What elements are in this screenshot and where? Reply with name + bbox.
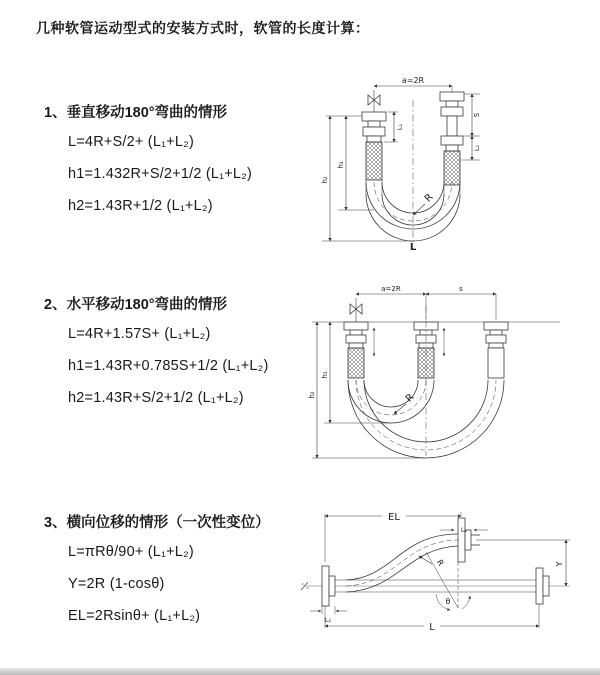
right-pipe-fitting bbox=[440, 92, 464, 185]
dim-label-y: Y bbox=[555, 561, 564, 567]
hose-u-bend-position1 bbox=[348, 380, 434, 423]
radius-label: R bbox=[422, 191, 436, 205]
left-braided-hose bbox=[366, 142, 382, 180]
angle-label: θ bbox=[445, 597, 451, 606]
section2-formula-h2: h2=1.43R+S/2+1/2 (L₁+L₂) bbox=[68, 390, 244, 406]
dim-label-h1: h₁ bbox=[337, 161, 345, 169]
dim-label-a2r: a=2R bbox=[401, 76, 425, 85]
section1-heading: 1、垂直移动180°弯曲的情形 bbox=[44, 105, 228, 121]
section1-formula-h1: h1=1.432R+S/2+1/2 (L₁+L₂) bbox=[68, 166, 253, 182]
dim-label-el: EL bbox=[388, 512, 400, 523]
length-label: L bbox=[429, 622, 435, 633]
dim-label-h1: h₁ bbox=[321, 371, 329, 379]
page-bottom-edge bbox=[0, 668, 600, 675]
radius-label: R bbox=[434, 558, 446, 568]
dim-label-l1: L₁ bbox=[396, 123, 404, 131]
section1-formula-L: L=4R+S/2+ (L₁+L₂) bbox=[68, 134, 194, 150]
section3-heading: 3、横向位移的情形（一次性变位） bbox=[44, 515, 270, 531]
length-label: L bbox=[409, 242, 417, 252]
diagram-horizontal-180-bend bbox=[308, 280, 578, 462]
section3-formula-Y: Y=2R (1-cosθ) bbox=[68, 576, 165, 592]
dim-label-l2: L₂ bbox=[473, 144, 481, 152]
radius-leader bbox=[413, 204, 425, 215]
valve-icon bbox=[368, 90, 380, 112]
section2-formula-L: L=4R+1.57S+ (L₁+L₂) bbox=[68, 326, 211, 342]
section3-formula-EL: EL=2Rsinθ+ (L₁+L₂) bbox=[68, 608, 201, 624]
page-title: 几种软管运动型式的安装方式时，软管的长度计算： bbox=[36, 20, 370, 36]
section1-formula-h2: h2=1.43R+1/2 (L₁+L₂) bbox=[68, 198, 213, 214]
section2-heading: 2、水平移动180°弯曲的情形 bbox=[44, 297, 228, 313]
section2-formula-h1: h1=1.43R+0.785S+1/2 (L₁+L₂) bbox=[68, 358, 269, 374]
section3-formula-L: L=πRθ/90+ (L₁+L₂) bbox=[68, 544, 194, 560]
radius-label: R bbox=[403, 391, 417, 405]
dim-label-l1: L₁ bbox=[460, 526, 468, 534]
dim-label-h2: h₂ bbox=[321, 176, 329, 184]
right-lower-flange bbox=[536, 568, 549, 604]
right-pipe-fitting-moved bbox=[484, 322, 508, 378]
dim-label-h2: h₂ bbox=[308, 391, 316, 399]
valve-icon bbox=[350, 298, 362, 322]
dim-label-s: s bbox=[459, 285, 463, 293]
dim-label-s: S bbox=[473, 112, 481, 118]
diagram-vertical-180-bend bbox=[312, 70, 562, 252]
dim-label-l2: L₂ bbox=[324, 616, 332, 624]
left-pipe-fitting bbox=[344, 322, 368, 378]
right-braided-hose bbox=[444, 151, 460, 185]
left-flange bbox=[322, 566, 335, 606]
left-pipe-fitting bbox=[362, 112, 386, 180]
dim-label-a2r: a=2R bbox=[381, 285, 401, 293]
diagram-lateral-displacement bbox=[298, 504, 588, 636]
radius-leader bbox=[419, 556, 432, 564]
